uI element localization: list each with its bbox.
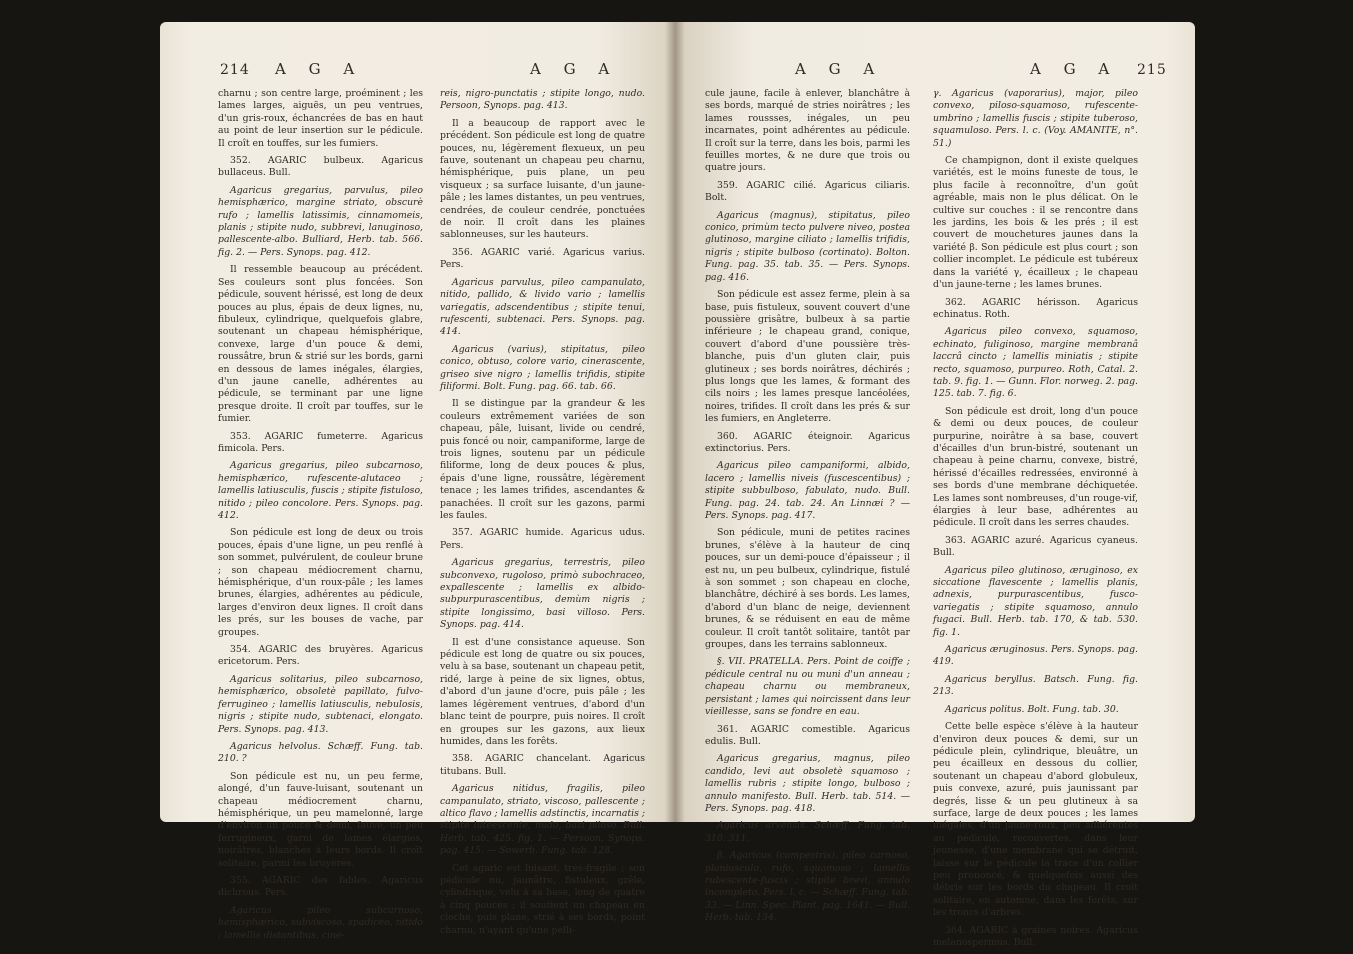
right-page <box>675 22 1195 948</box>
entry-heading: 355. AGARIC des fables. Agaricus dichrous. Pers. <box>218 874 423 899</box>
paragraph: Il est d'une consistance aqueuse. Son pédicule est long de quatre ou six pouces, velu à sa base, soutenant un chapeau petit, ridé, large à peine de six lignes, obtus, d'abord d'un jaune d'ocre, puis pâle ; les lames légèrement ventrues, d'abord d'un blanc teint de pourpre, puis noires. Il croît en groupes sur les gazons, aux lieux humides, dans les forêts. <box>440 636 645 747</box>
entry-heading: 359. AGARIC cilié. Agaricus ciliaris. Bolt. <box>705 179 910 204</box>
paragraph: Il se distingue par la grandeur & les couleurs extrêmement variées de son chapeau, pâle, luisant, livide ou cendré, puis foncé ou noir, campaniforme, large de trois lignes, soutenu par un pédicule filiforme, long de deux pouces & plus, épais d'une ligne, roussâtre, légèrement tenace ; les lames trifides, ascendantes & panachées. Il croît sur les gazons, parmi les faules. <box>440 398 645 521</box>
latin-description: Agaricus nitidus, fragilis, pileo campanulato, striato, viscoso, pallescente ; altico flavo ; lamellis adstinctis, incarnatis ; stipite luteescente, nudo, basi piloso. Bull. Herb. tab. 425. fig. 1. — Persoon, Synops. pag. 415. — Sowerb. Fung. tab. 128. <box>440 783 645 857</box>
paragraph: Son pédicule est long de deux ou trois pouces, épais d'une ligne, un peu renflé à son sommet, pulvérulent, de couleur brune ; son chapeau médiocrement charnu, hémisphérique, d'un roux-pâle ; les lames brunes, élargies, adhérentes au pédicule, larges d'environ deux lignes. Il croît dans les prés, sur les bouses de vache, par groupes. <box>218 527 423 638</box>
latin-description: Agaricus gregarius, magnus, pileo candido, levi aut obsoletè squamoso ; lamellis rubris ; stipite longo, bulboso ; annulo manifesto. Bull. Herb. tab. 514. — Pers. Synops. pag. 418. <box>705 753 910 814</box>
entry-heading: 362. AGARIC hérisson. Agaricus echinatus. Roth. <box>933 296 1138 320</box>
latin-description: Agaricus (varius), stipitatus, pileo conico, obtuso, colore vario, cinerascente, griseo sive nigro ; lamellis trifidis, stipite filiformi. Bolt. Fung. pag. 66. tab. 66. <box>440 343 645 392</box>
right-column-2 <box>933 88 1138 954</box>
paragraph: Cet agaric est luisant, très-fragile ; son pédicule nu, jaunâtre, fistuleux, grêle, cylindrique, velu à sa base, long de quatre à cinq pouces ; il soutient un chapeau en cloche, puis plane, strié à ses bords, point charnu, n'ayant qu'une pelli- <box>440 862 645 936</box>
right-running-head-1: A G A <box>795 60 884 78</box>
left-running-head-2: A G A <box>530 60 619 78</box>
latin-description: Agaricus gregarius, parvulus, pileo hemisphærico, margine striato, obscurè rufo ; lamellis latissimis, cinnamomeis, planis ; stipite nudo, subbrevi, lanuginoso, pallescente-albo. Bulliard, Herb. tab. 566. fig. 2. — Pers. Synops. pag. 412. <box>218 184 423 258</box>
entry-heading: 363. AGARIC azuré. Agaricus cyaneus. Bull. <box>933 534 1138 559</box>
book-gutter <box>665 22 685 822</box>
latin-description: Agaricus pileo subcarnoso, hemisphærico, subviscoso, spadiceo, nitido ; lamellis distantibus, cine- <box>218 904 423 941</box>
paragraph: Il ressemble beaucoup au précédent. Ses couleurs sont plus foncées. Son pédicule, souvent hérissé, est long de deux pouces au plus, épais de deux lignes, nu, fibuleux, cylindrique, quelquefois glabre, soutenant un chapeau hémisphérique, convexe, large d'un pouce & demi, roussâtre, brun & strié sur les bords, garni en dessous de lames inégales, élargies, d'un jaune canelle, adhérentes au pédicule, se terminant par une ligne presque droite. Il croît par touffes, sur le fumier. <box>218 264 423 425</box>
entry-heading: 352. AGARIC bulbeux. Agaricus bullaceus. Bull. <box>218 155 423 179</box>
entry-heading: 361. AGARIC comestible. Agaricus edulis. Bull. <box>705 723 910 747</box>
synonym: Agaricus æruginosus. Pers. Synops. pag. 419. <box>933 644 1138 668</box>
left-running-head-1: A G A <box>275 60 364 78</box>
latin-description: Agaricus (magnus), stipitatus, pileo conico, primùm tecto pulvere niveo, postea glutinoso, margine ciliato ; lamellis trifidis, nigris ; stipite bulboso (cortinato). Bolton. Fung. pag. 35. tab. 35. — Pers. Synops. pag. 416. <box>705 209 910 283</box>
right-column-1 <box>705 88 910 930</box>
paragraph: Son pédicule est assez ferme, plein à sa base, puis fistuleux, souvent couvert d'une poussière grisâtre, bulbeux à sa partie inférieure ; le chapeau grand, conique, couvert d'abord d'une poussière très-blanche, puis d'un gluten clair, puis glutineux ; ses bords noirâtres, déchirés ; plus longs que les lames, & formant des cils noirs ; les lames presque lancéolées, noires, trifides. Il croît dans les prés & sur les fumiers, en Angleterre. <box>705 289 910 425</box>
latin-description: Agaricus solitarius, pileo subcarnoso, hemisphærico, obsoletè papillato, fulvo-ferrugineo ; lamellis latiusculis, nebulosis, nigris ; stipite nudo, subtenaci, elongato. Pers. Synops. pag. 413. <box>218 673 423 735</box>
latin-description: Agaricus pileo glutinoso, æruginoso, ex siccatione flavescente ; lamellis planis, adnexis, purpurascentibus, fusco-variegatis ; stipite squamoso, annulo fugaci. Bull. Herb. tab. 170, & tab. 530. fig. 1. <box>933 564 1138 638</box>
latin-description: Agaricus gregarius, terrestris, pileo subconvexo, rugoloso, primò subochraceo, expallescente ; lamellis ex albido-subpurpurascentibus, demùm nigris ; stipite longissimo, basi villoso. Pers. Synops. pag. 414. <box>440 557 645 631</box>
entry-heading: 357. AGARIC humide. Agaricus udus. Pers. <box>440 527 645 551</box>
paragraph: Son pédicule, muni de petites racines brunes, s'élève à la hauteur de cinq pouces, sur un demi-pouce d'épaisseur ; il est nu, un peu bulbeux, cylindrique, fistulé à son sommet ; son chapeau en cloche, blanchâtre, déchiré à ses bords. Les lames, d'abord d'un blanc de neige, deviennent brunes, & se réduisent en eau de même couleur. Il croît tantôt solitaire, tantôt par groupes, dans les terrains sablonneux. <box>705 527 910 651</box>
left-column-1 <box>218 88 423 947</box>
right-page-number: 215 <box>1137 62 1167 78</box>
right-running-head-2: A G A <box>1030 60 1119 78</box>
entry-heading: 356. AGARIC varié. Agaricus varius. Pers. <box>440 246 645 271</box>
latin-description: Agaricus pileo convexo, squamoso, echinato, fuliginoso, margine membranâ laccrâ cincto ; lamellis miniatis ; stipite recto, squamoso, purpureo. Roth, Catal. 2. tab. 9. fig. 1. — Gunn. Flor. norweg. 2. pag. 125. tab. 7. fig. 6. <box>933 326 1138 400</box>
entry-heading: 354. AGARIC des bruyères. Agaricus ericetorum. Pers. <box>218 644 423 668</box>
left-column-2 <box>440 88 645 942</box>
section-heading: §. VII. PRATELLA. Pers. Point de coiffe ; pédicule central nu ou muni d'un anneau ; chapeau charnu ou membraneux, persistant ; lames qui noircissent dans leur vieillesse, sans se fondre en eau. <box>705 656 910 718</box>
paragraph: Son pédicule est droit, long d'un pouce & demi ou deux pouces, de couleur purpurine, noirâtre à sa base, couvert d'écailles d'un brun-bistré, soutenant un chapeau à peine charnu, convexe, bistré, hérissé d'écailles redressées, environné à ses bords d'une membrane déchiquetée. Les lames sont nombreuses, d'un rouge-vif, élargies à leur base, adhérentes au pédicule. Il croît dans les serres chaudes. <box>933 405 1138 529</box>
entry-heading: 358. AGARIC chancelant. Agaricus titubans. Bull. <box>440 753 645 777</box>
paragraph: cule jaune, facile à enlever, blanchâtre à ses bords, marqué de stries noirâtres ; les lames roussses, inégales, un peu incarnates, point adhérentes au pédicule. Il croît sur la terre, dans les bois, parmi les feuilles mortes, & ne dure que trois ou quatre jours. <box>705 88 910 174</box>
variety-description: β. Agaricus (campestris), pileo carnoso, planiusculo, rufo, squamoso ; lamellis rubescente-fuscis ; stipite brevi, annulo incompleto. Pers. l. c. — Schæff. Fung. tab. 33. — Linn. Spec. Plant. pag. 1641. — Bull. Herb. tab. 134. <box>705 850 910 924</box>
synonym: Agaricus politus. Bolt. Fung. tab. 30. <box>945 703 1119 715</box>
latin-description: Agaricus gregarius, pileo subcarnoso, hemisphærico, rufescente-alutaceo ; lamellis latiusculis, fuscis ; stipite fistuloso, nitido ; pileo concolore. Pers. Synops. pag. 412. <box>218 460 423 521</box>
synonym: Agaricus helvolus. Schæff. Fung. tab. 210. ? <box>218 740 423 765</box>
entry-heading: 353. AGARIC fumeterre. Agaricus fimicola. Pers. <box>218 430 423 454</box>
paragraph: Son pédicule est nu, un peu ferme, alongé, d'un fauve-luisant, soutenant un chapeau médiocrement charnu, hémisphérique, un peu mamelonné, large d'environ un pouce & demi, fauve, un peu ferrugineux, garni de lames élargies, noirâtres, blanches à leurs bords. Il croît solitaire, parmi les bruyères. <box>218 770 423 869</box>
left-page-number: 214 <box>220 62 250 78</box>
entry-heading: 364. AGARIC à graines noires. Agaricus melanospermus. Bull. <box>933 924 1138 948</box>
paragraph: Cette belle espèce s'élève à la hauteur d'environ deux pouces & demi, sur un pédicule plein, cylindrique, bleuâtre, un peu écailleux en dessous du collier, soutenant un chapeau d'abord globuleux, puis convexe, azuré, puis jaunissant par degrés, lisse & un peu glutineux à sa surface, large de deux pouces ; les lames inégales, d'un jaune-roux, peu adhérentes au pédicule, recouvertes, dans leur jeunesse, d'une membrane qui se détruit, laisse sur le pédicule la trace d'un collier peu prononcé, & quelquefois aussi des débris sur les bords du chapeau. Il croît solitaire, en automne, dans les forêts, sur les troncs d'arbres. <box>933 721 1138 919</box>
paragraph: charnu ; son centre large, proéminent ; les lames larges, aiguës, un peu ventrues, d'un gris-roux, échancrées de bas en haut au point de leur insertion sur le pédicule. Il croît en touffes, sur les fumiers. <box>218 88 423 149</box>
entry-heading: 360. AGARIC éteignoir. Agaricus extinctorius. Pers. <box>705 430 910 454</box>
paragraph: Il a beaucoup de rapport avec le précédent. Son pédicule est long de quatre pouces, nu, légèrement flexueux, un peu fauve, soutenant un chapeau peu charnu, hémisphérique, puis plane, un peu visqueux ; sa surface luisante, d'un jaune-pâle ; les lames distantes, un peu ventrues, cendrées, de couleur cendrée, ponctuées de noir. Il croît dans les plaines sablonneuses, sur les hauteurs. <box>440 117 645 241</box>
latin-description: Agaricus parvulus, pileo campanulato, nitido, pallido, & livido vario ; lamellis variegatis, adscendentibus ; stipite tenui, rufescenti, subtenaci. Pers. Synops. pag. 414. <box>440 276 645 338</box>
variety-description: γ. Agaricus (vaporarius), major, pileo convexo, piloso-squamoso, rufescente-umbrino ; lamellis fuscis ; stipite tuberoso, squamuloso. Pers. l. c. (Voy. AMANITE, n°. 51.) <box>933 88 1138 149</box>
latin-description: reis, nigro-punctatis ; stipite longo, nudo. Persoon, Synops. pag. 413. <box>440 88 645 112</box>
synonym: Agaricus arvensis. Schæff. Fung. tab. 310. 311. <box>705 820 910 844</box>
latin-description: Agaricus pileo campaniformi, albido, lacero ; lamellis niveis (fuscescentibus) ; stipite subbulboso, fabulato, nudo. Bull. Fung. pag. 24. tab. 24. An Linnæi ? — Pers. Synops. pag. 417. <box>705 460 910 521</box>
synonym: Agaricus beryllus. Batsch. Fung. fig. 213. <box>933 673 1138 698</box>
left-page <box>160 22 675 941</box>
paragraph: Ce champignon, dont il existe quelques variétés, est le moins funeste de tous, le plus facile à reconnoître, d'un goût agréable, mais non le plus délicat. On le cultive sur couches : il se rencontre dans les jardins, les bois & les prés ; il est couvert de mouchetures jaunes dans la variété β. Son pédicule est plus court ; son collier incomplet. Le pédicule est tubéreux dans la variété γ, écailleux ; le chapeau d'un jaune-terne ; les lames brunes. <box>933 155 1138 291</box>
